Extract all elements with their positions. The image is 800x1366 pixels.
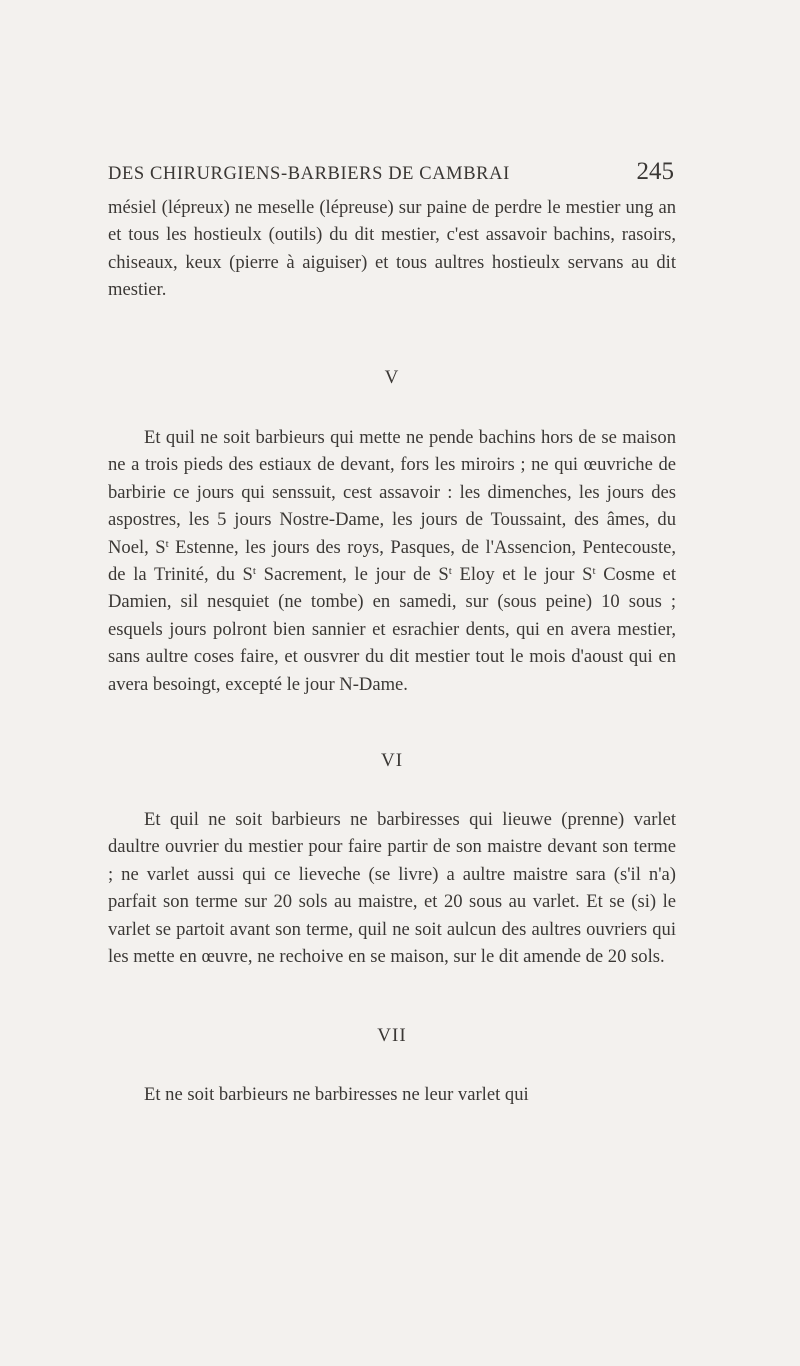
paragraph-2-part-e: Cosme et Damien, sil nesquiet (ne tombe) en samedi, sur (sous peine) 10 sous ; esquels jours polront bien sannier et esrachier dents, qui en avera mestier, sans aultre coses faire, et ousvrer du dit mestier tout le mois d'aoust qui en avera besoingt, excepté le jour N-Dame. xyxy=(108,564,676,695)
section-heading-vi: VI xyxy=(380,750,404,771)
paragraph-4: Et ne soit barbieurs ne barbiresses ne leur varlet qui xyxy=(144,1084,529,1105)
paragraph-2-part-a: Et quil ne soit barbieurs qui mette ne pende bachins hors de se maison ne a trois pieds des estiaux de devant, fors les miroirs ; ne qui œuvriche de barbirie ce jours qui senssuit, cest assavoir : les dimenches, les jours des aspostres, les 5 jours Nostre-Dame, les jours de Toussaint, des âmes, du Noel, S xyxy=(108,427,676,558)
header-title: DES CHIRURGIENS-BARBIERS DE CAMBRAI xyxy=(108,164,510,184)
superscript-t: t xyxy=(592,565,596,578)
superscript-t: t xyxy=(165,537,169,550)
paragraph-3: Et quil ne soit barbieurs ne barbiresses qui lieuwe (prenne) varlet daultre ouvrier du mestier pour faire partir de son maistre devant son terme ; ne varlet aussi qui ce lieveche (se livre) a aultre maistre sara (s'il n'a) parfait son terme sur 20 sols au maistre, et 20 sous au varlet. Et se (si) le varlet se partoit avant son terme, quil ne soit aulcun des aultres ouvriers qui les mette en œuvre, ne rechoive en se maison, sur le dit amende de 20 sols. xyxy=(108,809,676,968)
running-header xyxy=(108,158,676,186)
section-heading-vii: VII xyxy=(377,1025,407,1046)
paragraph-1: mésiel (lépreux) ne meselle (lépreuse) sur paine de perdre le mestier ung an et tous les hostieulx (outils) du dit mestier, c'est assavoir bachins, rasoirs, chiseaux, keux (pierre à aiguiser) et tous aultres hostieulx servans au dit mestier. xyxy=(108,197,676,301)
section-heading-v: V xyxy=(384,367,400,388)
paragraph-2-part-c: Sacrement, le jour de S xyxy=(255,564,449,586)
paragraph-2 xyxy=(108,424,676,698)
paragraph-2-part-b: Estenne, les jours des roys, Pasques, de l'Assencion, Pentecouste, de la Trinité, du S xyxy=(108,536,677,586)
paragraph-2-part-d: Eloy et le jour S xyxy=(451,564,593,586)
superscript-t: t xyxy=(448,565,452,578)
superscript-t: t xyxy=(252,565,256,578)
page-number: 245 xyxy=(636,158,674,185)
